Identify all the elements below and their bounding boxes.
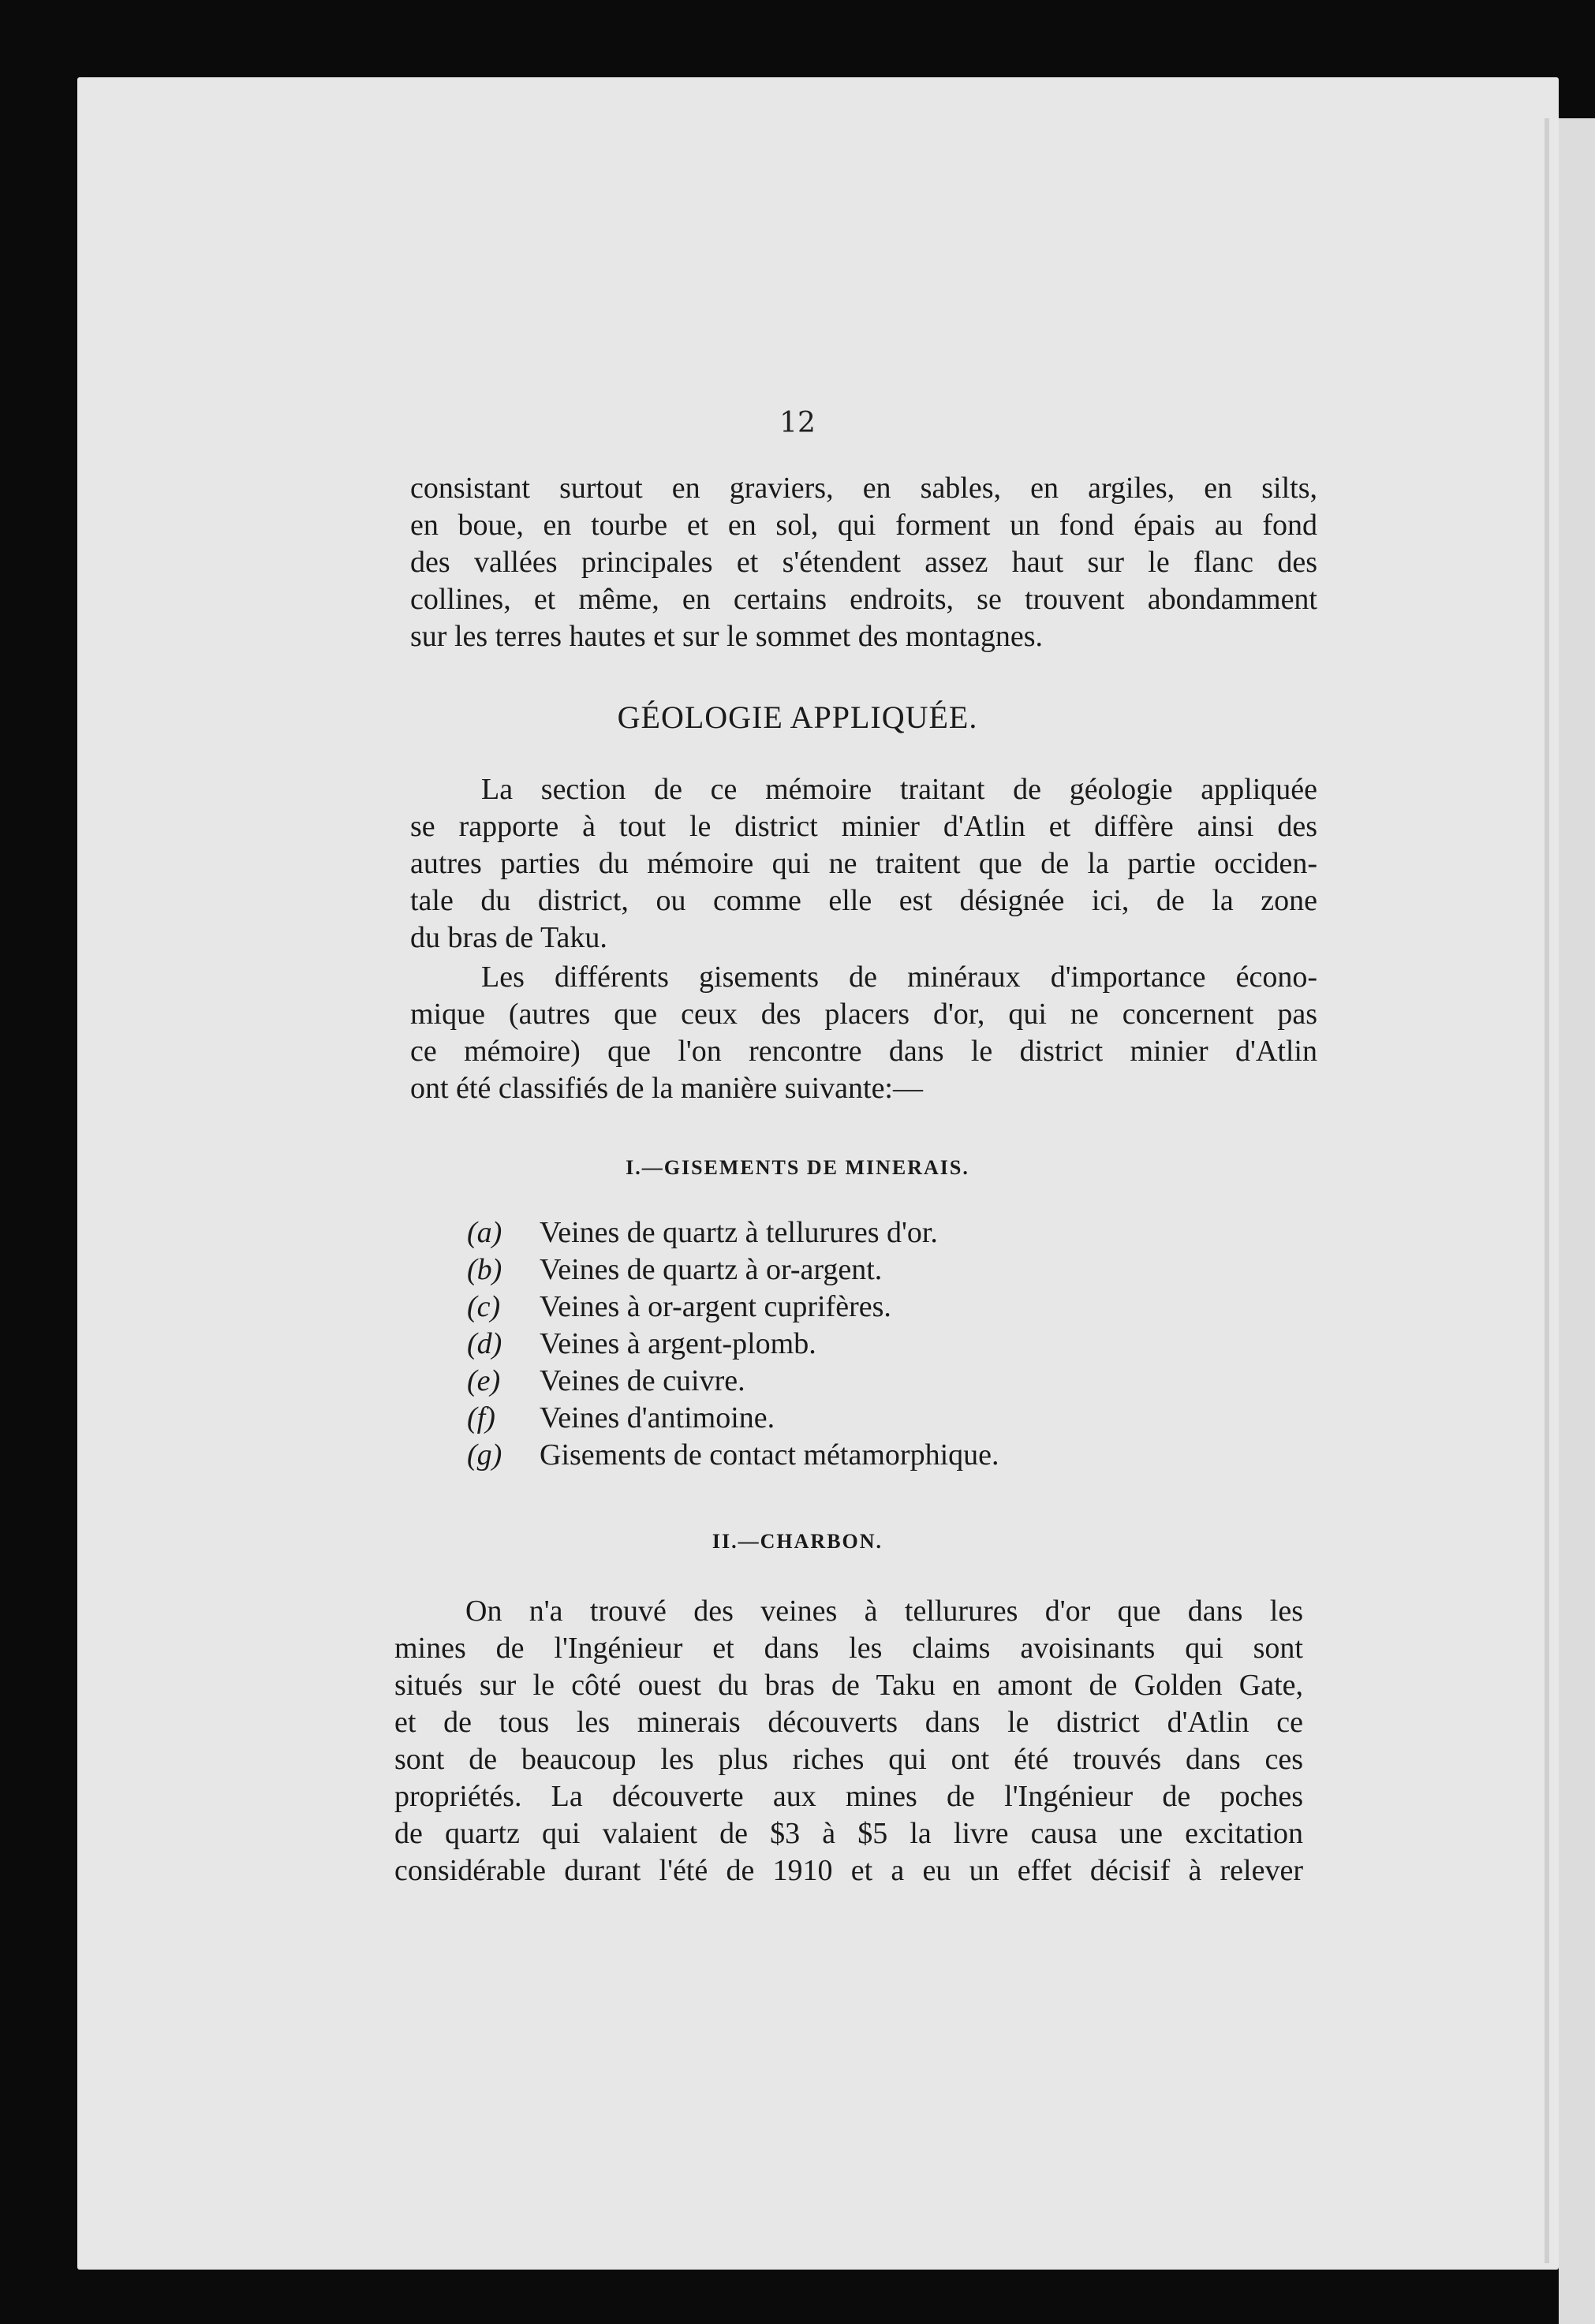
- list-item: [467, 1437, 1177, 1474]
- facing-page-edge: [1559, 118, 1595, 2324]
- list-item-letter: (d): [467, 1327, 502, 1360]
- text-line: mines de l'Ingénieur et dans les claims avoisinants qui sont: [394, 1632, 1303, 1665]
- list-item: [467, 1326, 1177, 1363]
- text-line: La section de ce mémoire traitant de géologie appliquée: [481, 773, 1317, 806]
- deposit-list: [467, 1214, 1177, 1474]
- text-line: Les différents gisements de minéraux d'importance écono-: [481, 961, 1317, 994]
- page-number: 12: [779, 407, 816, 439]
- text-line: consistant surtout en graviers, en sables, en argiles, en silts,: [410, 472, 1317, 505]
- text-line: en boue, en tourbe et en sol, qui forment un fond épais au fond: [410, 509, 1317, 542]
- text-line: sur les terres hautes et sur le sommet des montagnes.: [410, 620, 1044, 653]
- text-line: des vallées principales et s'étendent assez haut sur le flanc des: [410, 546, 1317, 579]
- list-item: [467, 1400, 1177, 1437]
- list-item-text: Veines à argent-plomb.: [540, 1327, 816, 1360]
- list-item-text: Gisements de contact métamorphique.: [540, 1438, 999, 1472]
- list-item-letter: (a): [467, 1216, 502, 1249]
- list-item-text: Veines de cuivre.: [540, 1364, 745, 1397]
- text-line: ont été classifiés de la manière suivante:—: [410, 1072, 923, 1105]
- text-line: considérable durant l'été de 1910 et a eu un effet décisif à relever: [394, 1854, 1303, 1887]
- text-line: On n'a trouvé des veines à tellurures d'or que dans les: [465, 1595, 1303, 1628]
- text-line: se rapporte à tout le district minier d'Atlin et diffère ainsi des: [410, 810, 1317, 843]
- list-item-text: Veines de quartz à tellurures d'or.: [540, 1216, 938, 1249]
- list-item-letter: (g): [467, 1438, 502, 1472]
- list-item: [467, 1214, 1177, 1252]
- text-line: situés sur le côté ouest du bras de Taku en amont de Golden Gate,: [394, 1669, 1303, 1702]
- intro-paragraph: [410, 470, 1317, 655]
- text-line: mique (autres que ceux des placers d'or, qui ne concernent pas: [410, 998, 1317, 1031]
- paragraph-3: [394, 1593, 1303, 1889]
- subheading-charbon: II.—CHARBON.: [712, 1530, 883, 1553]
- list-item-letter: (f): [467, 1401, 495, 1434]
- text-line: propriétés. La découverte aux mines de l'Ingénieur de poches: [394, 1780, 1303, 1813]
- list-item-letter: (c): [467, 1290, 501, 1323]
- subheading-minerais: I.—GISEMENTS DE MINERAIS.: [626, 1156, 969, 1179]
- list-item: [467, 1289, 1177, 1326]
- list-item-text: Veines d'antimoine.: [540, 1401, 775, 1434]
- text-line: de quartz qui valaient de $3 à $5 la livre causa une excitation: [394, 1817, 1303, 1850]
- paragraph-2: [410, 959, 1317, 1107]
- text-line: du bras de Taku.: [410, 921, 607, 954]
- text-line: ce mémoire) que l'on rencontre dans le district minier d'Atlin: [410, 1035, 1317, 1068]
- page-edge-shadow: [1545, 118, 1549, 2263]
- text-line: tale du district, ou comme elle est désignée ici, de la zone: [410, 884, 1317, 917]
- text-line: sont de beaucoup les plus riches qui ont été trouvés dans ces: [394, 1743, 1303, 1776]
- list-item-letter: (b): [467, 1253, 502, 1286]
- text-line: autres parties du mémoire qui ne traitent que de la partie occiden-: [410, 847, 1317, 880]
- list-item-text: Veines de quartz à or-argent.: [540, 1253, 883, 1286]
- list-item: [467, 1252, 1177, 1289]
- text-line: et de tous les minerais découverts dans le district d'Atlin ce: [394, 1706, 1303, 1739]
- paragraph-1: [410, 771, 1317, 957]
- text-line: collines, et même, en certains endroits, se trouvent abondamment: [410, 583, 1317, 616]
- section-heading: GÉOLOGIE APPLIQUÉE.: [617, 699, 978, 735]
- list-item-letter: (e): [467, 1364, 501, 1397]
- list-item-text: Veines à or-argent cuprifères.: [540, 1290, 891, 1323]
- list-item: [467, 1363, 1177, 1400]
